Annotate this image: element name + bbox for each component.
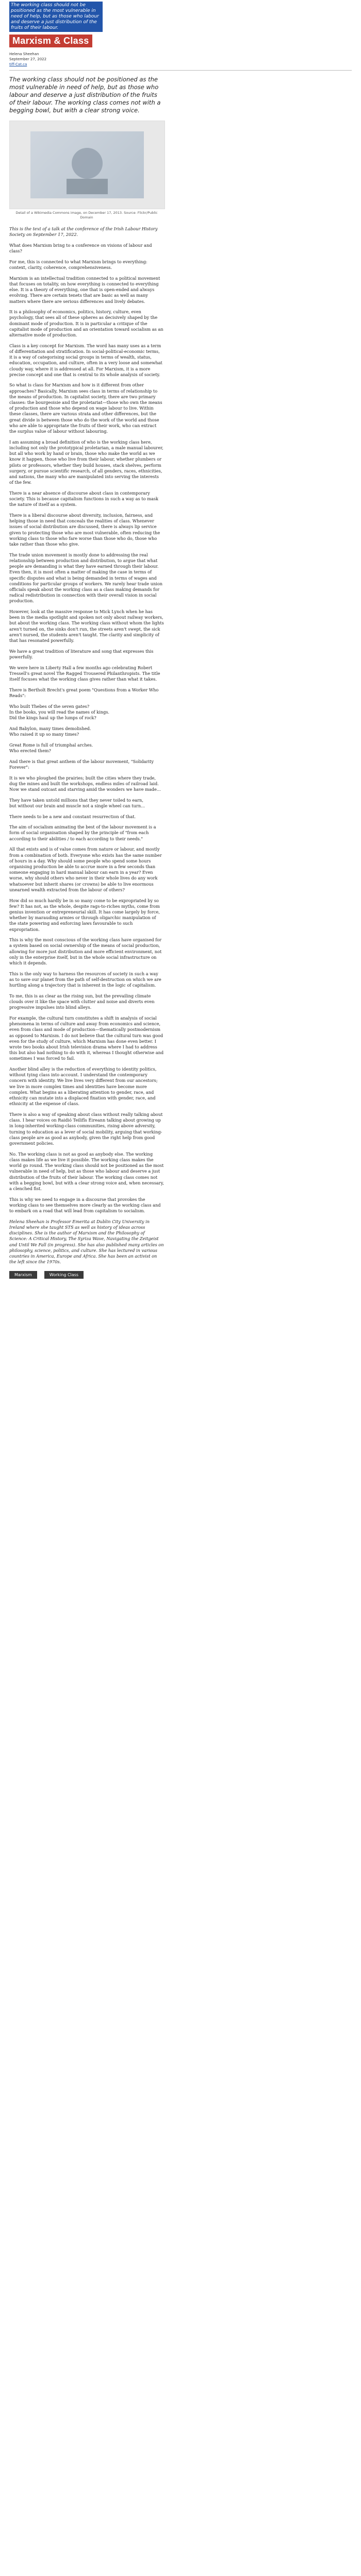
paragraph: Another blind alley is the reduction of everything to identity politics, without tying class into account. I understand the contemporary concern with identity. We live lives very different from our ancestors; we live in more complex times and identities have become more complex. What begins as a liberating attention to gender, race, and ethnicity can mutate into a displaced fixation with gender, race, and ethnicity at the expense of class.	[9, 1066, 158, 1107]
page-title: Marxism & Class	[9, 35, 92, 47]
publish-date: September 27, 2022	[9, 57, 47, 61]
image-graphic	[10, 121, 165, 209]
paragraph: There needs to be a new and constant resurrection of that.	[9, 814, 136, 819]
paragraph: There is a liberal discourse about diversity, inclusion, fairness, and helping those in need that conceals the realities of class. Whenever issues of social distribution are discussed, there is always lip service given to protecting those who are most vulnerable, often reducing the working class to those who fare worse than those who do, those who take rather than those who give.	[9, 513, 160, 547]
paragraph: For me, this is connected to what Marxism brings to everything: context, clarity, coherence, comprehensiveness.	[9, 259, 147, 270]
paragraph: And there is that great anthem of the labour movement, "Solidarity Forever":	[9, 758, 154, 770]
paragraph: What does Marxism bring to a conference on visions of labour and class?	[9, 242, 152, 254]
poem-line: Who raised it up so many times?	[9, 732, 79, 737]
article-image	[9, 121, 165, 209]
poem-line: Did the kings haul up the lumps of rock?	[9, 715, 96, 721]
poem-line: It is we who ploughed the prairies; built the cities where they trade,	[9, 775, 156, 781]
poem-line: And Babylon, many times demolished.	[9, 725, 91, 731]
article-body	[9, 226, 164, 1265]
paragraph: How did so much hardly be in so many come to be expropriated by so few? It has not, as the whole, despite rags-to-riches myths, come from genius invention or entrepreneurial skill. It has come largely by force, whether by marauding armies or through oligarchic manipulation of the state powering and enforcing laws favourable to such expropriation.	[9, 897, 160, 932]
paragraph: We were here in Liberty Hall a few months ago celebrating Robert Tressell's great novel The Ragged Trousered Philanthropists. The title itself focuses what the working class gives rather than what it takes.	[9, 665, 160, 682]
source-link[interactable]: tiff-Cat.ca	[9, 62, 27, 66]
divider	[9, 70, 352, 71]
paragraph: Marxism is an intellectual tradition connected to a political movement that focuses on totality, on how everything is connected to everything else. It is a theory of everything, one that is open-ended and always evolving. There are certain tenets that are basic as well as many matters where there are serious differences and lively debates.	[9, 275, 160, 304]
paragraph: The trade union movement is mostly done to addressing the real relationship between production and distribution, to argue that what people are demanding is what they have earned through their labour. Even then, it is most often a matter of making the case in terms of specific disputes and what is being demanded in terms of wages and conditions for particular groups of workers. We rarely hear trade union officials speak about the working class as a class making demands for radical redistribution in connection with their overall vision in social production.	[9, 552, 163, 604]
paragraph: There is also a way of speaking about class without really talking about class. I hear voices on Raidió Teilifís Éireann talking about growing up in long-inherited working-class communities, rising above adversity, turning to education as a lever of social mobility, arguing that working-class people are as good as anybody, given the right help from good government policies.	[9, 1112, 163, 1146]
poem-line: Now we stand outcast and starving amid the wonders we have made...	[9, 786, 161, 792]
poem-stanza	[9, 742, 164, 754]
tag-list	[9, 1271, 361, 1279]
article	[0, 0, 361, 1279]
paragraph: Class is a key concept for Marxism. The word has many uses as a term of differentiation and stratification. In social-political-economic terms, it is a way of categorising social groups in terms of wealth, status, education, occupation, and culture, often in a very loose and somewhat cloudy way, where it is addressed at all. For Marxism, it is a more precise concept and one that is central to its whole analysis of society.	[9, 343, 162, 377]
poem-stanza	[9, 726, 164, 737]
paragraph: No. The working class is not as good as anybody else. The working class makes life as we live it possible. The working class makes the world go round. The working class should not be positioned as the most vulnerable in need of help, but as those who labour and deserve a just distribution of the fruits of their labour. The working class comes not with a begging bowl, but with a clear strong voice and, when necessary, a clenched fist.	[9, 1151, 164, 1191]
author-name: Helena Sheehan	[9, 52, 39, 56]
poem-stanza	[9, 798, 164, 809]
tag-marxism[interactable]: Marxism	[9, 1271, 37, 1279]
paragraph: There is a near absence of discourse about class in contemporary society. This is because capitalism functions in such a way as to mask the nature of itself as a system.	[9, 490, 158, 507]
paragraph: To me, this is as clear as the rising sun, but the prevailing climate clouds over it like the space with clutter and noise and diverts even progressive impulses into blind alleys.	[9, 993, 155, 1010]
author-bio: Helena Sheehan is Professor Emerita at Dublin City University in Ireland where she taught STS as well as history of ideas across disciplines. She is the author of Marxism and the Philosophy of Science: A Critical History, The Syriza Wave, Navigating the Zeitgeist and Until We Fall (in progress). She has also published many articles on philosophy, science, politics, and culture. She has lectured in various countries in America, Europe and Africa. She has been an activist on the left since the 1970s.	[9, 1218, 164, 1265]
paragraph: This is why the most conscious of the working class have organised for a system based on social ownership of the means of social production, allowing for more just distribution and more efficient environment, not only in the enterprise itself, but in the whole social infrastructure on which it depends.	[9, 937, 162, 966]
poem-line: dug the mines and built the workshops, endless miles of railroad laid.	[9, 781, 159, 786]
paragraph: I am assuming a broad definition of who is the working class here, including not only the prototypical proletarian, a male manual labourer, but all who work by hand or brain, those who make the world as we know it happen, those who live from their labour, whether plumbers or pilots or professors, whether they build houses, stack shelves, perform surgery, or pursue scientific research, of all genders, races, ethnicities, and nations, the many who are manipulated into serving the interests of the few.	[9, 439, 163, 485]
paragraph: However, look at the massive response to Mick Lynch when he has been in the media spotlight and spoken not only about railway workers, but about the working class. The working class without whom the lights aren't turned on, the sinks don't run, the streets aren't swept, the sick aren't nursed, the students aren't taught. The clarity and simplicity of that has resonated powerfully.	[9, 609, 164, 643]
paragraph: This is why we need to engage in a discourse that provokes the working class to see themselves more clearly as the working class and to embark on a road that will lead from capitalism to socialism.	[9, 1196, 161, 1214]
paragraph: It is a philosophy of economics, politics, history, culture, even psychology, that sees all of these spheres as decisively shaped by the dominant mode of production. It is in particular a critique of the capitalist mode of production and an orientation toward socialism as an alternative mode of production.	[9, 309, 163, 338]
paragraph: This is the only way to harness the resources of society in such a way as to save our planet from the path of self-destruction on which we are hurtling along a trajectory that is inherent in the logic of capitalism.	[9, 971, 161, 988]
paragraph: All that exists and is of value comes from nature or labour, and mostly from a combination of both. Everyone who exists has the same number of hours in a day. Why should some people who spend some hours organising production be able to accrue more in a few seconds than someone engaging in hard manual labour can earn in a year? Even worse, why should others who never in their whole lives do any work whatsoever but inherit shares (or crowns) be able to live enormous unearned wealth extracted from the labour of others?	[9, 846, 162, 892]
poem-line: Great Rome is full of triumphal arches.	[9, 742, 93, 748]
paragraph: For example, the cultural turn constitutes a shift in analysis of social phenomena in terms of culture and away from economics and science, even from class and mode of production—thematically postmodernism as opposed to Marxism. I do not believe that the cultural turn was good even for the study of culture, which Marxism has done even better. I wrote two books about Irish television drama where I had to address this but also had nothing to do with it, whereas I thought otherwise and sometimes I was forced to fail.	[9, 1015, 164, 1061]
image-caption: Detail of a Wikimedia Commons image, on December 17, 2013. Source: Flickr/Public Domain	[15, 211, 158, 219]
article-meta	[9, 52, 361, 67]
paragraph: The aim of socialism animating the best of the labour movement is a form of social organisation shaped by the principle of "from each according to their abilities / to each according to their needs."	[9, 824, 156, 841]
poem-stanza	[9, 704, 164, 721]
poem-stanza	[9, 775, 164, 793]
poem-line: Who erected them?	[9, 748, 51, 753]
paragraph: So what is class for Marxism and how is it different from other approaches? Basically, Marxism sees class in terms of relationship to the means of production. In capitalist society, there are two primary classes: the bourgeoisie and the proletariat—those who own the means of production and those who depend on wage labour to live. Within these classes, there are various strata and other differences, but the great divide is between those who do the work of the world and those who are able to appropriate the fruits of their work, who can extract the surplus value of labour without labouring.	[9, 382, 162, 434]
poem-line: but without our brain and muscle not a single wheel can turn...	[9, 803, 145, 808]
tag-working-class[interactable]: Working Class	[44, 1271, 84, 1279]
paragraph: We have a great tradition of literature and song that expresses this powerfully.	[9, 648, 154, 659]
poem-line: They have taken untold millions that they never toiled to earn,	[9, 797, 143, 803]
title-box	[9, 35, 102, 47]
paragraph: There is Bertholt Brecht's great poem "Questions from a Worker Who Reads":	[9, 687, 159, 699]
poem-line: Who built Thebes of the seven gates?	[9, 703, 90, 709]
header-blurb: The working class should not be positioned as the most vulnerable in need of help, but as those who labour and deserve a just distribution of the fruits of their labour.	[9, 2, 103, 32]
pull-quote: The working class should not be positioned as the most vulnerable in need of help, but as those who labour and deserve a just distribution of the fruits of their labour. The working class comes not with a begging bowl, but with a clear strong voice.	[9, 76, 161, 114]
lead-paragraph: This is the text of a talk at the conference of the Irish Labour History Society on September 17, 2022.	[9, 226, 158, 238]
poem-line: In the books, you will read the names of kings.	[9, 709, 110, 715]
